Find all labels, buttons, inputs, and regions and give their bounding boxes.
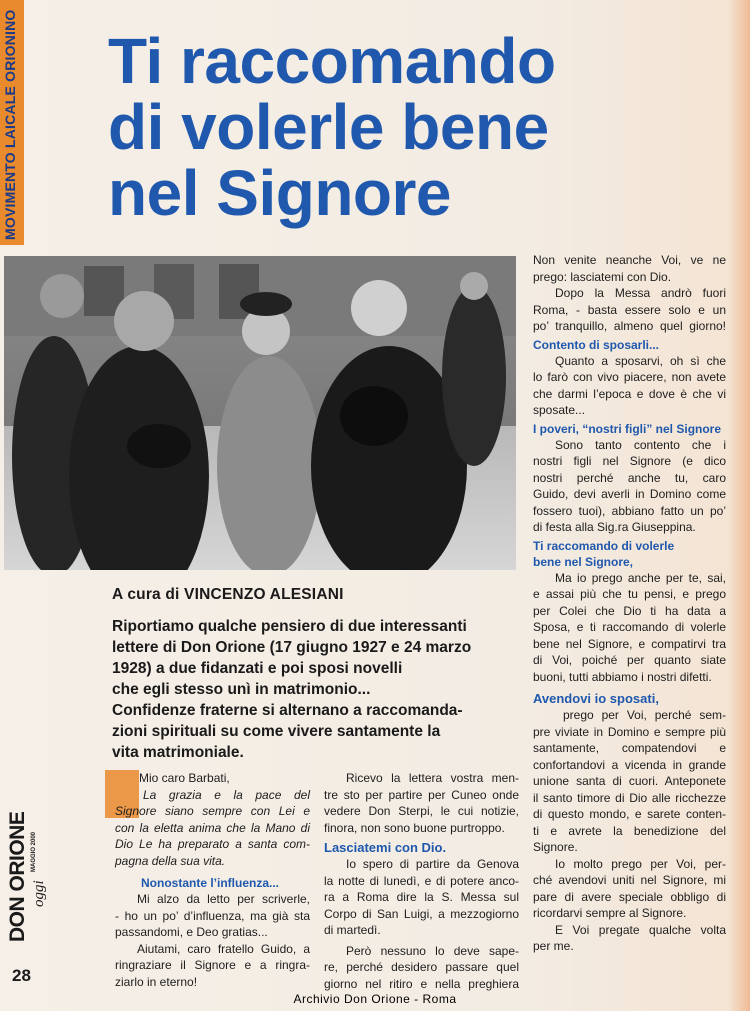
text-line: E Voi pregate qualche volta bbox=[555, 922, 726, 937]
text-line: Mio caro Barbati, bbox=[139, 771, 230, 785]
text-line: ra a Roma dire la S. Messa sul bbox=[324, 890, 519, 904]
text-column-1 bbox=[115, 770, 310, 990]
text-line: bene nel Signore, e compatirvi tra bbox=[533, 636, 726, 651]
page-number: 28 bbox=[12, 966, 31, 985]
magazine-date: MAGGIO 2000 bbox=[31, 831, 37, 872]
text-line: pagna della sua vita. bbox=[115, 853, 226, 868]
text-line: Dopo la Messa andrò fuori bbox=[555, 286, 726, 300]
text-line: fossero tuoi), abbiano fatto un po’ bbox=[533, 503, 726, 518]
text-line: Mi alzo da letto per scriverle, bbox=[137, 892, 310, 906]
section-heading: I poveri, “nostri figli” nel Signore bbox=[533, 421, 722, 436]
text-line: confortandovi a vicenda in grande bbox=[533, 757, 726, 772]
text-line: pre viviate in Domino e sempre più bbox=[533, 724, 726, 739]
text-line: prego per Voi, perché sem- bbox=[563, 708, 726, 722]
text-line: e assai più che tu pensi, e prego bbox=[533, 587, 726, 601]
article-title bbox=[108, 25, 728, 229]
magazine-name: DON ORIONE bbox=[6, 811, 29, 942]
text-line: ziarlo in eterno! bbox=[115, 974, 198, 989]
section-label: MOVIMENTO LAICALE ORIONINO bbox=[2, 9, 18, 240]
lead-line: che egli stesso unì in matrimonio... bbox=[112, 681, 371, 698]
text-line: prego: lasciatemi con Dio. bbox=[533, 269, 672, 284]
text-line: il santo timore di Dio alle ricchezze bbox=[533, 790, 726, 805]
text-line: po’ tranquillo, almeno quel giorno! bbox=[533, 319, 726, 333]
archive-credit: Archivio Don Orione - Roma bbox=[293, 992, 457, 1006]
text-line: Signore siano sempre con Lei e bbox=[115, 804, 310, 818]
text-line: Io spero di partire da Genova bbox=[346, 857, 519, 871]
text-line: Non venite neanche Voi, ve ne bbox=[533, 253, 726, 267]
title-line: Ti raccomando bbox=[108, 25, 556, 97]
text-line: tre sto per partire per Cuneo onde bbox=[324, 787, 519, 802]
section-heading: Ti raccomando di volerle bbox=[533, 538, 675, 553]
text-line: Roma, - basta essere solo e un bbox=[533, 302, 726, 317]
text-line: di Voi, poiché per quanto siate bbox=[533, 653, 726, 667]
text-line: buoni, tutti abbiamo i nostri difetti. bbox=[533, 669, 712, 684]
lead-line: 1928) a due fidanzati e poi sposi novelli bbox=[112, 660, 403, 677]
text-line: Corpo di San Luigi, a mezzogiorno bbox=[324, 906, 519, 921]
section-heading: bene nel Signore, bbox=[533, 554, 634, 569]
text-line: pare di avere speciale obbligo di bbox=[533, 889, 726, 904]
lead-line: zioni spirituali su come vivere santamente la bbox=[112, 723, 441, 740]
magazine-logo bbox=[6, 811, 47, 942]
section-heading: Avendovi io sposati, bbox=[533, 691, 659, 706]
section-heading: Lasciatemi con Dio. bbox=[324, 840, 447, 855]
text-line: Signore. bbox=[533, 840, 578, 854]
text-line: ché avendovi uniti nel Signore, mi bbox=[533, 873, 726, 887]
text-line: di festa alla Sig.ra Giuseppina. bbox=[533, 520, 696, 534]
text-line: Però nessuno lo deve sape- bbox=[346, 943, 519, 958]
magazine-subtitle: oggi bbox=[31, 880, 47, 907]
article-photo bbox=[4, 256, 516, 570]
text-line: per me. bbox=[533, 939, 574, 953]
text-line: Dio Le ha preparato a santa com- bbox=[115, 837, 310, 851]
text-line: sposate... bbox=[533, 403, 586, 417]
text-line: finora, non sono buone purtroppo. bbox=[324, 820, 505, 835]
text-line: - ho un po’ d’influenza, ma già sta bbox=[115, 908, 310, 923]
title-line: di volerle bene bbox=[108, 91, 549, 163]
lead-line: Riportiamo qualche pensiero di due interessanti bbox=[112, 618, 467, 635]
lead-paragraph bbox=[112, 616, 522, 763]
text-line: ti e avrete la benedizione del bbox=[533, 823, 726, 838]
text-line: giorno nel ritiro e nella preghiera bbox=[324, 976, 519, 991]
text-line: Aiutami, caro fratello Guido, a bbox=[137, 941, 310, 956]
text-line: con la eletta anima che la Mano di bbox=[115, 820, 310, 835]
text-line: Ricevo la lettera vostra men- bbox=[346, 771, 519, 785]
lead-line: vita matrimoniale. bbox=[112, 744, 244, 761]
text-line: nostri figli nel Signore (e dico bbox=[533, 454, 726, 468]
text-line: santamente, compatendovi e bbox=[533, 741, 726, 755]
text-line: ricordarvi sempre al Signore. bbox=[533, 906, 687, 920]
text-line: lo farò con vivo piacere, non avete bbox=[533, 370, 726, 384]
text-line: Ma io prego anche per te, sai, bbox=[555, 570, 726, 585]
lead-line: Confidenze fraterne si alternano a raccomanda- bbox=[112, 702, 463, 719]
text-line: di questo mondo, e sarete conten- bbox=[533, 807, 726, 821]
page-edge-shadow bbox=[728, 0, 750, 1011]
text-line: che darmi l’epoca e dove è che vi bbox=[533, 386, 726, 401]
text-line: Sono tanto contento che i bbox=[555, 437, 726, 452]
text-line: nostri perché anche tu, caro bbox=[533, 470, 726, 485]
text-line: re, perché desidero passare quel bbox=[324, 960, 519, 974]
section-heading: Nonostante l’influenza... bbox=[141, 876, 280, 890]
text-line: vedere Don Sterpi, le cui notizie, bbox=[324, 804, 519, 818]
text-column-3 bbox=[533, 252, 726, 955]
text-line: ringraziare il Signore e a ringra- bbox=[115, 958, 310, 972]
text-line: Guido, devi averli in Domino come bbox=[533, 487, 726, 501]
text-line: Io molto prego per Voi, per- bbox=[555, 856, 726, 871]
text-line: la notte di lunedì, e di potere anco- bbox=[324, 873, 519, 888]
text-line: per Colei che Dio ti ha data a bbox=[533, 603, 726, 618]
text-column-2 bbox=[324, 770, 519, 992]
byline: A cura di VINCENZO ALESIANI bbox=[112, 586, 344, 603]
text-line: La grazia e la pace del bbox=[143, 787, 310, 802]
text-line: unione santa di cuori. Anteponete bbox=[533, 774, 726, 788]
text-line: passandomi, e Deo gratias... bbox=[115, 925, 268, 939]
text-line: di martedì. bbox=[324, 923, 381, 937]
section-heading: Contento di sposarli... bbox=[533, 337, 660, 352]
title-line: nel Signore bbox=[108, 157, 451, 229]
lead-line: lettere di Don Orione (17 giugno 1927 e 24 marzo bbox=[112, 639, 472, 656]
text-line: Quanto a sposarvi, oh sì che bbox=[555, 353, 726, 368]
text-line: Sposa, e ti raccomando di volerle bbox=[533, 620, 726, 634]
